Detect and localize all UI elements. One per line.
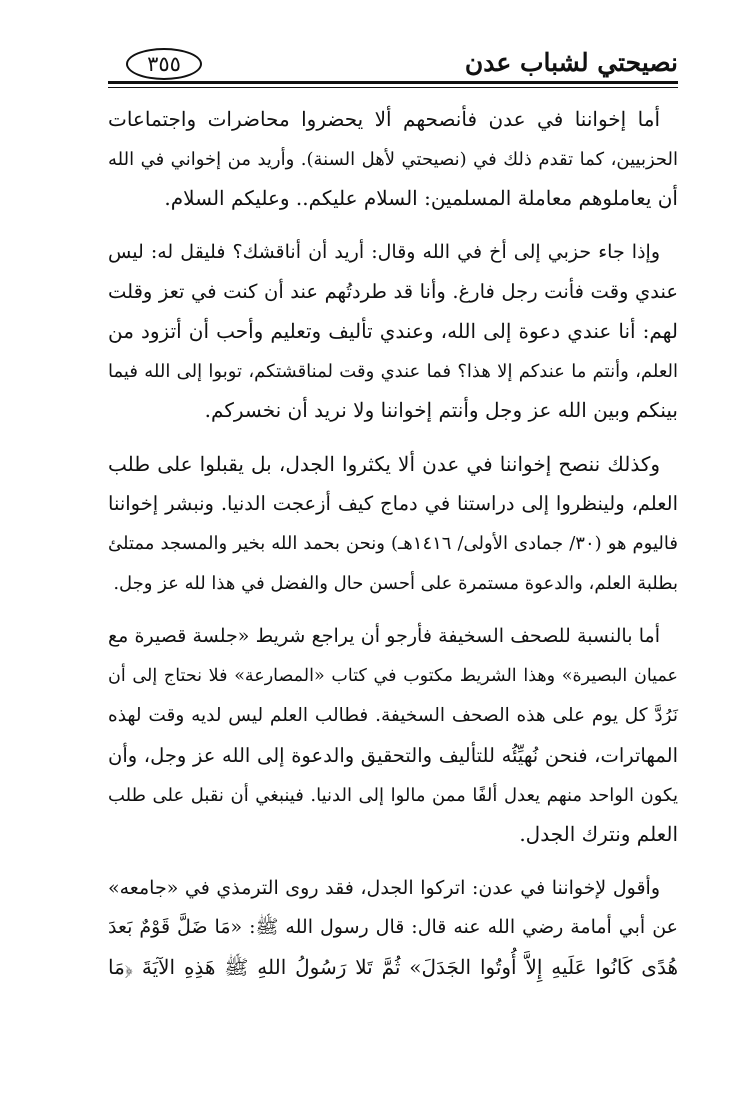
paragraph [108, 100, 678, 219]
text-line: وأقول لإخواننا في عدن: اتركوا الجدل، فقد روى الترمذي في «جامعه» [108, 876, 660, 899]
text-line: العلم، ولينظروا إلى دراستنا في دماج كيف أزعجت الدنيا. ونبشر إخواننا [108, 492, 678, 516]
paragraph [108, 617, 678, 855]
text-line: عندي وقت فأنت رجل فارغ. وأنا قد طردتُهم عند أن كنت في تعز وقلت [108, 280, 678, 304]
text-line: فاليوم هو (٣٠/ جمادى الأولى/ ١٤١٦هـ) ونحن بحمد الله بخير والمسجد ممتلئ [108, 532, 678, 554]
body-text [108, 100, 678, 1001]
text-line: وكذلك ننصح إخواننا في عدن ألا يكثروا الجدل، بل يقبلوا على طلب [108, 451, 660, 476]
text-line: نَرُدَّ كل يوم على هذه الصحف السخيفة. فطالب العلم ليس لديه وقت لهذه [108, 705, 678, 727]
page-header [108, 44, 678, 94]
text-line: العلم، وأنتم ما عندكم إلا هذا؟ فما عندي وقت لمناقشتكم، توبوا إلى الله فيما [108, 360, 678, 382]
text-line: لهم: أنا عندي دعوة إلى الله، وعندي تأليف وتعليم وأحب أن أتزود من [108, 318, 678, 343]
paragraph [108, 869, 678, 988]
header-rule-thin [108, 87, 678, 88]
text-line: أن يعاملوهم معاملة المسلمين: السلام عليكم.. وعليكم السلام. [164, 186, 678, 211]
text-line: بينكم وبين الله عز وجل وأنتم إخواننا ولا نريد أن نخسركم. [204, 398, 678, 423]
page-number: ٣٥٥ [126, 48, 202, 80]
text-line: المهاترات، فنحن نُهيِّئُه للتأليف والتحقيق والدعوة إلى الله عز وجل، وأن [108, 743, 678, 767]
text-line: أما بالنسبة للصحف السخيفة فأرجو أن يراجع شريط «جلسة قصيرة مع [108, 625, 660, 648]
text-line: الحزبيين، كما تقدم ذلك في (نصيحتي لأهل السنة). وأريد من إخواني في الله [108, 148, 678, 170]
text-line: أما إخواننا في عدن فأنصحهم ألا يحضروا محاضرات واجتماعات [108, 107, 660, 131]
text-line: هُدًى كَانُوا عَلَيهِ إِلاَّ أُوتُوا الجَدَلَ» ثُمَّ تَلا رَسُولُ اللهِ ﷺ هَذِهِ الآيَةَ ﴿مَا [108, 954, 678, 979]
paragraph [108, 233, 678, 431]
paragraph [108, 445, 678, 603]
running-title: نصيحتي لشباب عدن [464, 48, 678, 77]
text-line: يكون الواحد منهم يعدل ألفًا ممن مالوا إلى الدنيا. فينبغي أن نقبل على طلب [108, 784, 678, 806]
text-line: عن أبي أمامة رضي الله عنه قال: قال رسول الله ﷺ: «مَا ضَلَّ قَوْمٌ بَعدَ [108, 916, 678, 939]
text-line: العلم ونترك الجدل. [519, 822, 678, 847]
text-line: وإذا جاء حزبي إلى أخ في الله وقال: أريد أن أناقشك؟ فليقل له: ليس [108, 240, 660, 263]
text-line: عميان البصيرة» وهذا الشريط مكتوب في كتاب «المصارعة» فلا نحتاج إلى أن [108, 665, 678, 686]
header-rule [108, 81, 678, 84]
text-line: بطلبة العلم، والدعوة مستمرة على أحسن حال والفضل في هذا لله عز وجل. [113, 572, 678, 594]
